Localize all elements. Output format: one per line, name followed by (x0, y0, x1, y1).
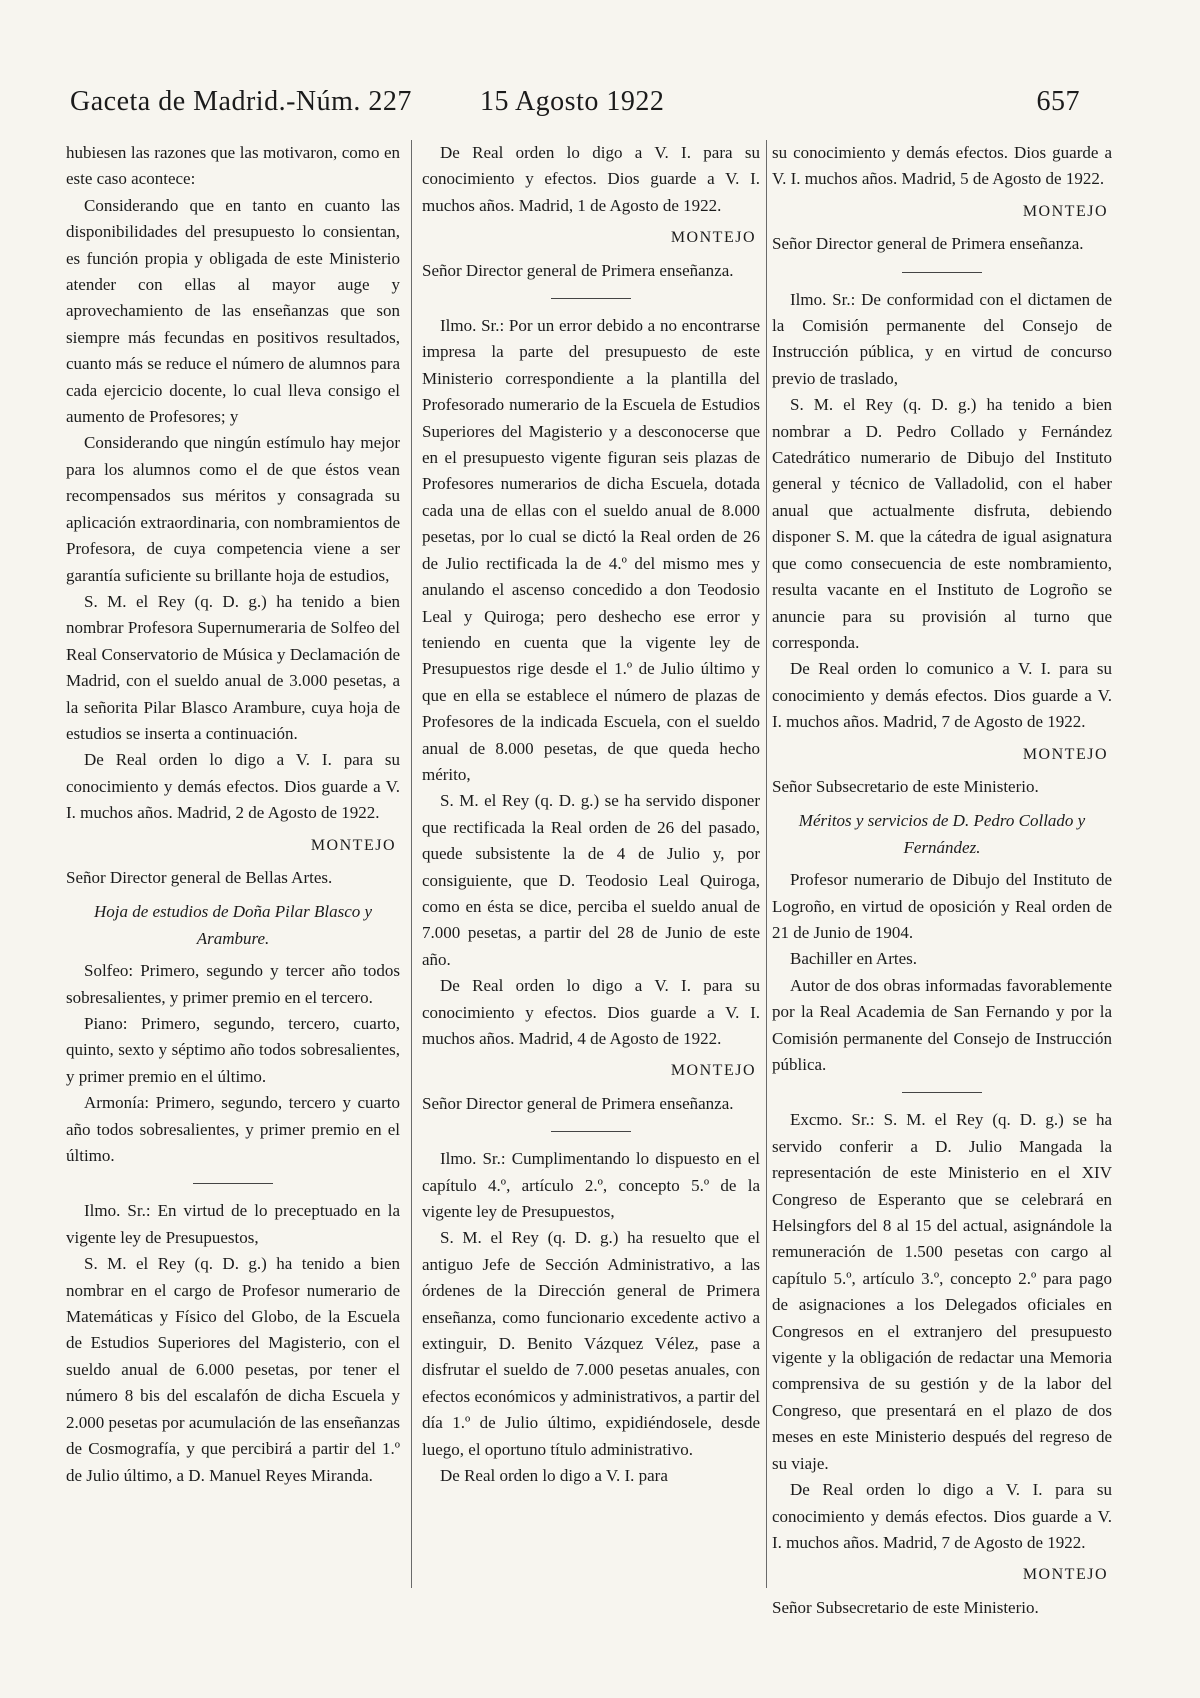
paragraph: Excmo. Sr.: S. M. el Rey (q. D. g.) se ha servido conferir a D. Julio Mangada la representación de este Ministerio en el XIV Congreso de Esperanto que se celebrará en Helsingfors del 8 al 15 del actual, asignándole la remuneración de 1.500 pesetas con cargo al capítulo 5.º, artículo 3.º, concepto 2.º para pago de asignaciones a los Delegados oficiales en Congresos en el extranjero del presupuesto vigente y la obligación de redactar una Memoria comprensiva de su gestión y de la labor del Congreso, que presentará en el plazo de dos meses en este Ministerio después del regreso de su viaje. (772, 1110, 1112, 1473)
paragraph: Ilmo. Sr.: En virtud de lo preceptuado en la vigente ley de Presupuestos, (66, 1201, 400, 1247)
paragraph: De Real orden lo comunico a V. I. para su conocimiento y demás efectos. Dios guarde a V. I. muchos años. Madrid, 7 de Agosto de 1922. (772, 659, 1112, 732)
separator (551, 1131, 631, 1132)
addressee: Señor Director general de Bellas Artes. (66, 867, 333, 887)
paragraph: hubiesen las razones que las motivaron, como en este caso acontece: (66, 143, 400, 189)
addressee: Señor Subsecretario de este Ministerio. (772, 776, 1039, 796)
paragraph: Ilmo. Sr.: De conformidad con el dictamen de la Comisión permanente del Consejo de Instrucción pública, y en virtud de concurso previo de traslado, (772, 289, 1112, 388)
paragraph: De Real orden lo digo a V. I. para su conocimiento y efectos. Dios guarde a V. I. muchos años. Madrid, 4 de Agosto de 1922. (422, 976, 760, 1048)
paragraph: S. M. el Rey (q. D. g.) se ha servido disponer que rectificada la Real orden de 26 del pasado, quede subsistente la de 4 de Julio y, por consiguiente, que D. Teodosio Leal Quiroga, como en ésta se dice, perciba el sueldo anual de 7.000 pesetas, a partir del 28 de Junio de este año. (422, 791, 760, 969)
signature: MONTEJO (1022, 745, 1108, 763)
paragraph: Solfeo: Primero, segundo y tercer año todos sobresalientes, y primer premio en el tercero. (66, 961, 400, 1007)
separator (551, 298, 631, 299)
column-rule (766, 140, 767, 1588)
paragraph: Armonía: Primero, segundo, tercero y cuarto año todos sobresalientes, y primer premio en el último. (66, 1093, 400, 1166)
paragraph: S. M. el Rey (q. D. g.) ha tenido a bien nombrar a D. Pedro Collado y Fernández Catedrático numerario de Dibujo del Instituto general y técnico de Valladolid, con el haber anual que actualmente disfruta, debiendo disponer S. M. que la cátedra de igual asignatura que como consecuencia de este nombramiento, resulta vacante en el Instituto de Logroño se anuncie para su provisión al turno que corresponda. (772, 395, 1112, 652)
addressee: Señor Director general de Primera enseñanza. (422, 260, 734, 280)
separator (902, 272, 982, 273)
signature: MONTEJO (670, 229, 756, 247)
paragraph: Piano: Primero, segundo, tercero, cuarto, quinto, sexto y séptimo año todos sobresalientes, y primer premio en el último. (66, 1014, 400, 1086)
signature: MONTEJO (310, 836, 396, 854)
paragraph: Profesor numerario de Dibujo del Instituto de Logroño, en virtud de oposición y Real orden de 21 de Junio de 1904. (772, 870, 1112, 942)
section-heading: Hoja de estudios de Doña Pilar Blasco y Arambure. (93, 902, 373, 948)
page-header (70, 80, 1080, 130)
paragraph: Ilmo. Sr.: Cumplimentando lo dispuesto en el capítulo 4.º, artículo 2.º, concepto 5.º de la vigente ley de Presupuestos, (422, 1149, 760, 1222)
paragraph: su conocimiento y demás efectos. Dios guarde a V. I. muchos años. Madrid, 5 de Agosto de 1922. (772, 143, 1112, 189)
paragraph: S. M. el Rey (q. D. g.) ha tenido a bien nombrar Profesora Supernumeraria de Solfeo del Real Conservatorio de Música y Declamación de Madrid, con el sueldo anual de 3.000 pesetas, a la señorita Pilar Blasco Arambure, cuya hoja de estudios se inserta a continuación. (66, 591, 400, 743)
paragraph: Considerando que en tanto en cuanto las disponibilidades del presupuesto lo consientan, es función propia y obligada de este Ministerio atender con ellas al mayor auge y aprovechamiento de las enseñanzas que son siempre más fecundas en positivos resultados, cuanto más se reduce el número de alumnos para cada ejercicio docente, lo cual lleva consigo el aumento de Profesores; y (66, 195, 400, 427)
paragraph: De Real orden lo digo a V. I. para su conocimiento y efectos. Dios guarde a V. I. muchos años. Madrid, 1 de Agosto de 1922. (422, 143, 760, 215)
addressee: Señor Subsecretario de este Ministerio. (772, 1597, 1039, 1617)
addressee: Señor Director general de Primera enseñanza. (422, 1093, 734, 1113)
paragraph: Considerando que ningún estímulo hay mejor para los alumnos como el de que éstos vean recompensados sus méritos y consagrada su aplicación extraordinaria, con nombramientos de Profesora, de cuya competencia viene a ser garantía suficiente su brillante hoja de estudios, (66, 433, 400, 585)
publication-title: Gaceta de Madrid.-Núm. 227 (70, 86, 412, 117)
paragraph: De Real orden lo digo a V. I. para su conocimiento y demás efectos. Dios guarde a V. I. muchos años. Madrid, 7 de Agosto de 1922. (772, 1480, 1112, 1552)
separator (193, 1183, 273, 1184)
paragraph: De Real orden lo digo a V. I. para su conocimiento y demás efectos. Dios guarde a V. I. muchos años. Madrid, 2 de Agosto de 1922. (66, 750, 400, 823)
paragraph: Ilmo. Sr.: Por un error debido a no encontrarse impresa la parte del presupuesto de este Ministerio correspondiente a la plantilla del Profesorado numerario de la Escuela de Estudios Superiores del Magisterio y a desconocerse que en el presupuesto vigente figuran seis plazas de Profesores numerarios de dicha Escuela, dotada cada una de ellas con el sueldo anual de 8.000 pesetas, por lo cual se dictó la Real orden de 26 de Julio rectificada la de 4.º del mismo mes y anulando el ascenso concedido a don Teodosio Leal y Quiroga; pero deshecho ese error y teniendo en cuenta que la vigente ley de Presupuestos rige desde el 1.º de Julio último y que en ella se establece el número de plazas de Profesores de la indicada Escuela, con el sueldo anual de 8.000 pesetas, de que queda hecho mérito, (422, 316, 760, 784)
page-number: 657 (1036, 86, 1080, 117)
paragraph: S. M. el Rey (q. D. g.) ha resuelto que el antiguo Jefe de Sección Administrativo, a las órdenes de la Dirección general de Primera enseñanza, como funcionario excedente activo a extinguir, D. Benito Vázquez Vélez, pase a disfrutar el sueldo de 7.000 pesetas anuales, con efectos económicos y administrativos, a partir del día 1.º de Julio último, expidiéndosele, desde luego, el oportuno título administrativo. (422, 1228, 760, 1459)
paragraph: S. M. el Rey (q. D. g.) ha tenido a bien nombrar en el cargo de Profesor numerario de Matemáticas y Físico del Globo, de la Escuela de Estudios Superiores del Magisterio, con el sueldo anual de 6.000 pesetas, por tener el número 8 bis del escalafón de dicha Escuela y 2.000 pesetas por acumulación de las enseñanzas de Cosmografía, y que percibirá a partir del 1.º de Julio último, a D. Manuel Reyes Miranda. (66, 1254, 400, 1485)
column-rule (411, 140, 412, 1588)
paragraph: De Real orden lo digo a V. I. para (440, 1466, 668, 1486)
issue-date: 15 Agosto 1922 (480, 86, 665, 117)
signature: MONTEJO (670, 1062, 756, 1080)
paragraph: Autor de dos obras informadas favorablemente por la Real Academia de San Fernando y por la Comisión permanente del Consejo de Instrucción pública. (772, 975, 1112, 1074)
signature: MONTEJO (1022, 1566, 1108, 1584)
addressee: Señor Director general de Primera enseñanza. (772, 234, 1084, 254)
signature: MONTEJO (1022, 202, 1108, 220)
separator (902, 1092, 982, 1093)
column-3 (772, 140, 1112, 1627)
column-2 (422, 140, 760, 1490)
paragraph: Bachiller en Artes. (790, 949, 917, 969)
section-heading: Méritos y servicios de D. Pedro Collado y Fernández. (798, 811, 1086, 857)
column-1 (66, 140, 400, 1489)
